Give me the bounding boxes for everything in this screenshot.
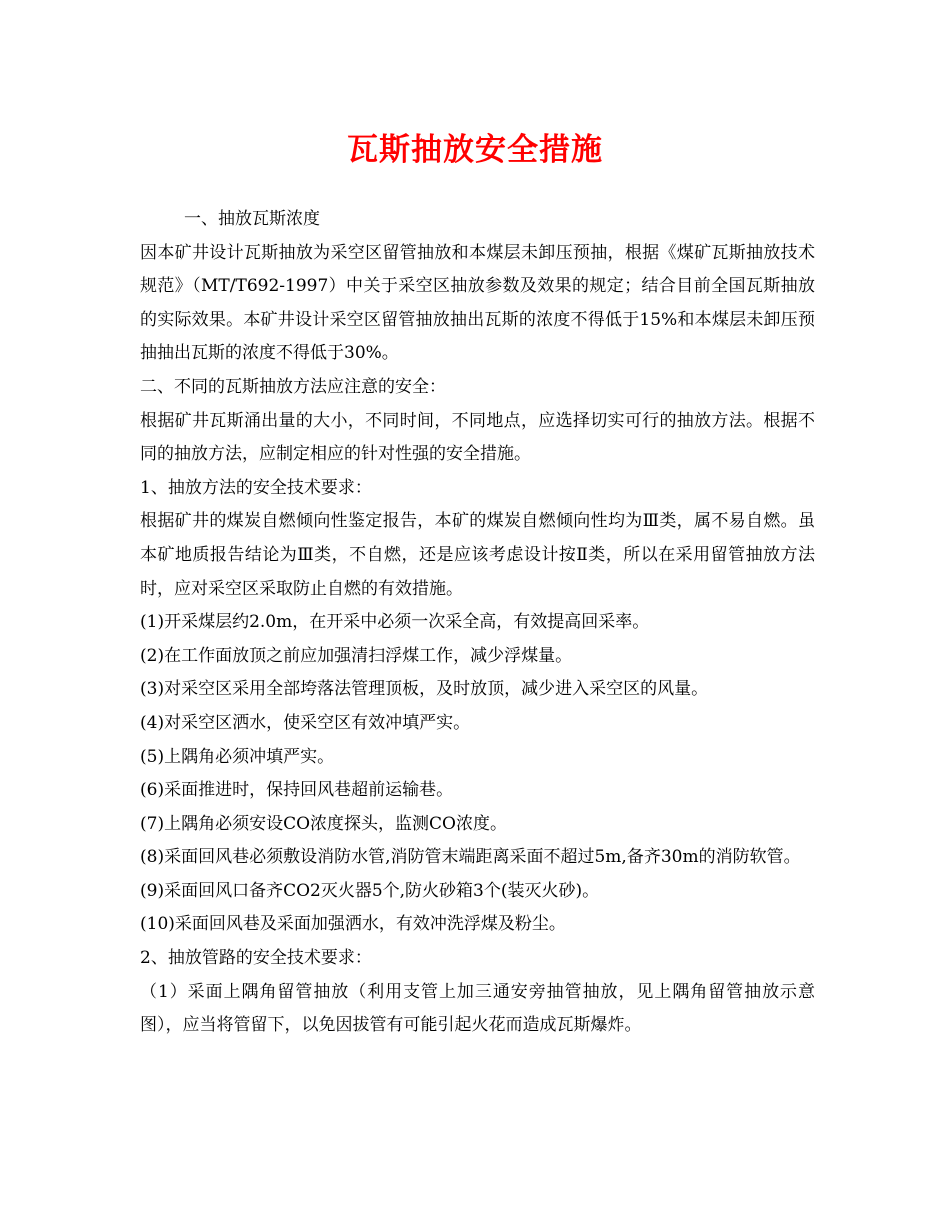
paragraph: 根据矿井瓦斯涌出量的大小，不同时间，不同地点，应选择切实可行的抽放方法。根据不同的抽放方法，应制定相应的针对性强的安全措施。 <box>140 410 815 465</box>
subsection-heading-1: 1、抽放方法的安全技术要求： <box>140 477 372 498</box>
paragraph: 因本矿井设计瓦斯抽放为采空区留管抽放和本煤层未卸压预抽，根据《煤矿瓦斯抽放技术规范》（MT/T692-1997）中关于采空区抽放参数及效果的规定；结合目前全国瓦斯抽放的实际效果。本矿井设计采空区留管抽放抽出瓦斯的浓度不得低于15%和本煤层未卸压预抽抽出瓦斯的浓度不得低于30%。 <box>140 242 815 364</box>
list-item: (10)采面回风巷及采面加强洒水，有效冲洗浮煤及粉尘。 <box>140 914 566 935</box>
list-item: (6)采面推进时，保持回风巷超前运输巷。 <box>140 780 454 801</box>
list-item: (4)对采空区洒水，使采空区有效冲填严实。 <box>140 712 471 733</box>
list-item: (1)开采煤层约2.0m，在开采中必须一次采全高，有效提高回采率。 <box>140 612 650 633</box>
list-item: (8)采面回风巷必须敷设消防水管,消防管末端距离采面不超过5m,备齐30m的消防软管。 <box>140 847 801 868</box>
list-item: (9)采面回风口备齐CO2灭火器5个,防火砂箱3个(装灭火砂)。 <box>140 880 600 901</box>
list-item: (7)上隅角必须安设CO浓度探头，监测CO浓度。 <box>140 813 507 834</box>
list-item: (5)上隅角必须冲填严实。 <box>140 746 335 767</box>
paragraph: 根据矿井的煤炭自燃倾向性鉴定报告，本矿的煤炭自燃倾向性均为Ⅲ类，属不易自燃。虽本矿地质报告结论为Ⅲ类，不自燃，还是应该考虑设计按Ⅱ类，所以在采用留管抽放方法时，应对采空区采取防止自燃的有效措施。 <box>140 511 815 599</box>
list-item: （1）采面上隅角留管抽放（利用支管上加三通安旁抽管抽放，见上隅角留管抽放示意图），应当将管留下，以免因拔管有可能引起火花而造成瓦斯爆炸。 <box>140 981 815 1036</box>
list-item: (3)对采空区采用全部垮落法管理顶板，及时放顶，减少进入采空区的风量。 <box>140 679 709 700</box>
document-body <box>140 203 815 1043</box>
subsection-heading-2: 2、抽放管路的安全技术要求： <box>140 948 372 969</box>
section-heading-2: 二、不同的瓦斯抽放方法应注意的安全： <box>140 376 446 397</box>
document-title: 瓦斯抽放安全措施 <box>347 132 603 168</box>
section-heading-1: 一、抽放瓦斯浓度 <box>184 209 320 229</box>
list-item: (2)在工作面放顶之前应加强清扫浮煤工作，减少浮煤量。 <box>140 645 573 666</box>
